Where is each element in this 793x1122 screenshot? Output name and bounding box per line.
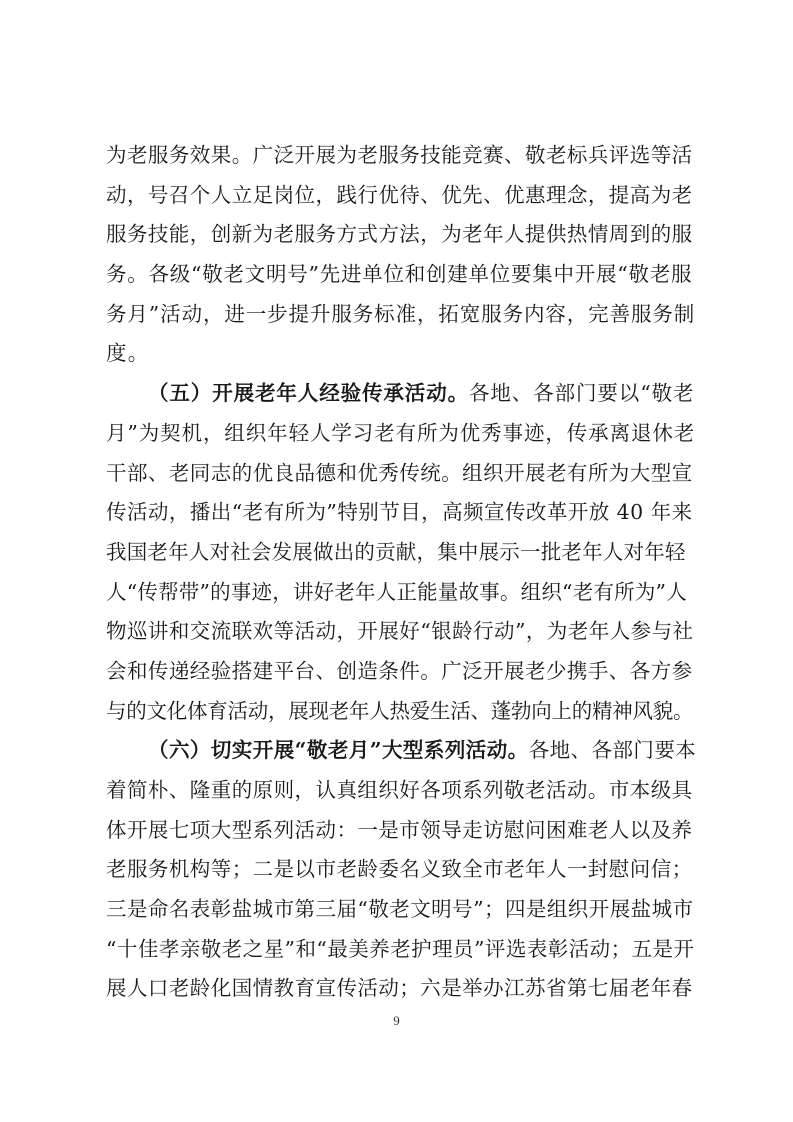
section-six-lead: 各地、各部门要本 <box>528 738 697 763</box>
paragraph-line: 务。各级“敬老文明号”先进单位和创建单位要集中开展“敬老服 <box>106 262 693 287</box>
paragraph-line: 物巡讲和交流联欢等活动，开展好“银龄行动”，为老年人参与社 <box>106 619 694 644</box>
paragraph-line: 动，号召个人立足岗位，践行优待、优先、优惠理念，提高为老 <box>106 182 693 207</box>
section-five-first-line <box>106 374 696 414</box>
paragraph-line: 干部、老同志的优良品德和优秀传统。组织开展老有所为大型宣 <box>106 460 693 485</box>
paragraph-line: 我国老年人对社会发展做出的贡献，集中展示一批老年人对年轻 <box>106 539 686 564</box>
paragraph-line: 务月”活动，进一步提升服务标准，拓宽服务内容，完善服务制 <box>106 301 696 326</box>
document-body <box>106 136 696 1009</box>
paragraph-line: 三是命名表彰盐城市第三届“敬老文明号”；四是组织开展盐城市 <box>106 897 694 922</box>
paragraph-line: 与的文化体育活动，展现老年人热爱生活、蓬勃向上的精神风貌。 <box>106 698 694 723</box>
paragraph-line: 服务技能，创新为老服务方式方法，为老年人提供热情周到的服 <box>106 222 693 247</box>
section-six-first-line <box>106 731 696 771</box>
paragraph-line: 度。 <box>106 341 150 366</box>
paragraph-line: “十佳孝亲敬老之星”和“最美养老护理员”评选表彰活动；五是开 <box>106 936 695 961</box>
paragraph-line: 月”为契机，组织年轻人学习老有所为优秀事迹，传承离退休老 <box>106 420 696 445</box>
paragraph-line: 传活动，播出“老有所为”特别节目，高频宣传改革开放 40 年来 <box>106 500 693 525</box>
paragraph-line: 着简朴、隆重的原则，认真组织好各项系列敬老活动。市本级具 <box>106 778 693 802</box>
paragraph-line: 会和传递经验搭建平台、创造条件。广泛开展老少携手、各方参 <box>106 658 693 683</box>
paragraph-line: 人“传帮带”的事迹，讲好老年人正能量故事。组织“老有所为”人 <box>106 579 687 604</box>
paragraph-line: 展人口老龄化国情教育宣传活动；六是举办江苏省第七届老年春 <box>106 976 693 1001</box>
paragraph-line: 体开展七项大型系列活动：一是市领导走访慰问困难老人以及养 <box>106 817 693 842</box>
section-six-heading: （六）切实开展“敬老月”大型系列活动。 <box>148 738 529 763</box>
paragraph-line: 为老服务效果。广泛开展为老服务技能竞赛、敬老标兵评选等活 <box>106 143 693 167</box>
section-five-lead: 各地、各部门要以“敬老 <box>469 381 695 406</box>
section-five-heading: （五）开展老年人经验传承活动。 <box>148 381 469 406</box>
page-number: 9 <box>393 1013 400 1028</box>
paragraph-line: 老服务机构等；二是以市老龄委名义致全市老年人一封慰问信； <box>106 857 693 882</box>
